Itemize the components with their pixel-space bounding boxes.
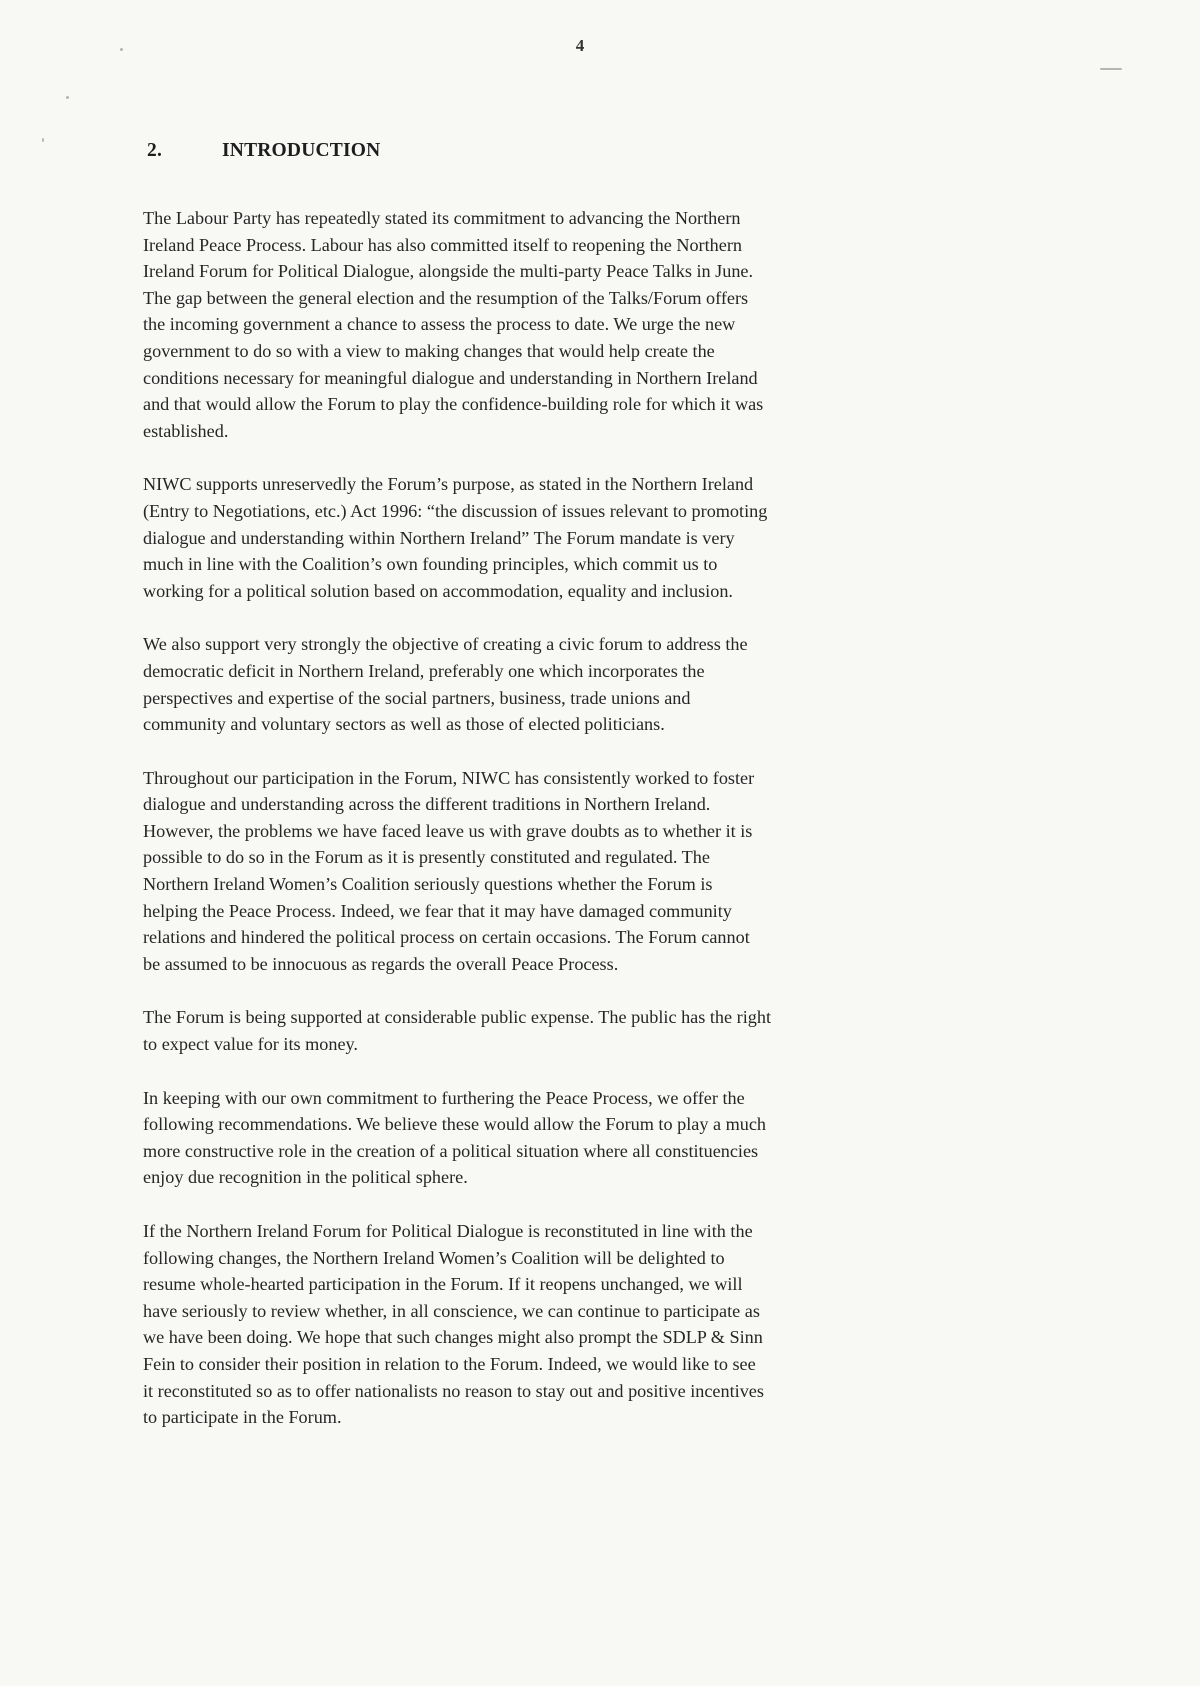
text-line: (Entry to Negotiations, etc.) Act 1996: “the discussion of issues relevant to promoting [143, 500, 768, 521]
text-line: community and voluntary sectors as well as those of elected politicians. [143, 714, 665, 735]
text-line: In keeping with our own commitment to furthering the Peace Process, we offer the [143, 1087, 745, 1108]
text-line: resume whole-hearted participation in the Forum. If it reopens unchanged, we will [143, 1274, 743, 1295]
text-line: the incoming government a chance to assess the process to date. We urge the new [143, 314, 736, 335]
section-number: 2. [147, 140, 163, 161]
body-text [143, 205, 993, 1458]
text-line: have seriously to review whether, in all conscience, we can continue to participate as [143, 1300, 760, 1321]
text-line: possible to do so in the Forum as it is presently constituted and regulated. The [143, 847, 710, 868]
text-line: we have been doing. We hope that such changes might also prompt the SDLP & Sinn [143, 1327, 763, 1348]
text-line: democratic deficit in Northern Ireland, preferably one which incorporates the [143, 660, 705, 681]
text-line: The Labour Party has repeatedly stated its commitment to advancing the Northern [143, 208, 741, 228]
paragraph [143, 1218, 993, 1431]
text-line: working for a political solution based on accommodation, equality and inclusion. [143, 580, 733, 601]
text-line: be assumed to be innocuous as regards the overall Peace Process. [143, 953, 619, 974]
text-line: it reconstituted so as to offer nationalists no reason to stay out and positive incentives [143, 1380, 764, 1401]
page-number: 4 [575, 36, 585, 55]
text-line: dialogue and understanding across the different traditions in Northern Ireland. [143, 794, 711, 815]
text-line: perspectives and expertise of the social partners, business, trade unions and [143, 687, 691, 708]
text-line: following changes, the Northern Ireland Women’s Coalition will be delighted to [143, 1247, 725, 1268]
text-line: The Forum is being supported at considerable public expense. The public has the right [143, 1007, 771, 1028]
text-line: much in line with the Coalition’s own founding principles, which commit us to [143, 554, 718, 575]
text-line: NIWC supports unreservedly the Forum’s purpose, as stated in the Northern Ireland [143, 474, 754, 495]
paragraph [143, 1004, 993, 1057]
paragraph [143, 1085, 993, 1191]
text-line: Fein to consider their position in relation to the Forum. Indeed, we would like to see [143, 1353, 756, 1374]
text-line: more constructive role in the creation of a political situation where all constituencies [143, 1140, 759, 1161]
text-line: to participate in the Forum. [143, 1407, 342, 1428]
paragraph [143, 471, 993, 604]
text-line: The gap between the general election and the resumption of the Talks/Forum offers [143, 287, 749, 308]
text-line: Ireland Peace Process. Labour has also committed itself to reopening the Northern [143, 234, 742, 255]
text-line: We also support very strongly the objective of creating a civic forum to address the [143, 634, 748, 655]
text-line: government to do so with a view to making changes that would help create the [143, 340, 715, 361]
text-line: If the Northern Ireland Forum for Political Dialogue is reconstituted in line with the [143, 1221, 753, 1241]
text-line: and that would allow the Forum to play the confidence-building role for which it was [143, 394, 764, 415]
section-title: INTRODUCTION [222, 140, 381, 161]
text-line: Ireland Forum for Political Dialogue, alongside the multi-party Peace Talks in June. [143, 261, 754, 282]
text-line: enjoy due recognition in the political sphere. [143, 1167, 468, 1188]
paragraph [143, 205, 993, 444]
scan-speck [1100, 68, 1122, 70]
text-line: conditions necessary for meaningful dialogue and understanding in Northern Ireland [143, 367, 758, 388]
text-line: Throughout our participation in the Forum, NIWC has consistently worked to foster [143, 767, 755, 788]
text-line: established. [143, 420, 229, 441]
paragraph [143, 631, 993, 737]
scan-speck [42, 138, 44, 142]
text-line: helping the Peace Process. Indeed, we fear that it may have damaged community [143, 900, 732, 921]
text-line: relations and hindered the political process on certain occasions. The Forum cannot [143, 927, 750, 948]
section-heading [147, 140, 380, 162]
text-line: following recommendations. We believe these would allow the Forum to play a much [143, 1114, 767, 1135]
scan-speck [66, 96, 69, 99]
text-line: However, the problems we have faced leave us with grave doubts as to whether it is [143, 820, 753, 841]
text-line: dialogue and understanding within Northern Ireland” The Forum mandate is very [143, 527, 735, 548]
paragraph [143, 765, 993, 978]
text-line: to expect value for its money. [143, 1034, 358, 1055]
text-line: Northern Ireland Women’s Coalition seriously questions whether the Forum is [143, 874, 713, 895]
